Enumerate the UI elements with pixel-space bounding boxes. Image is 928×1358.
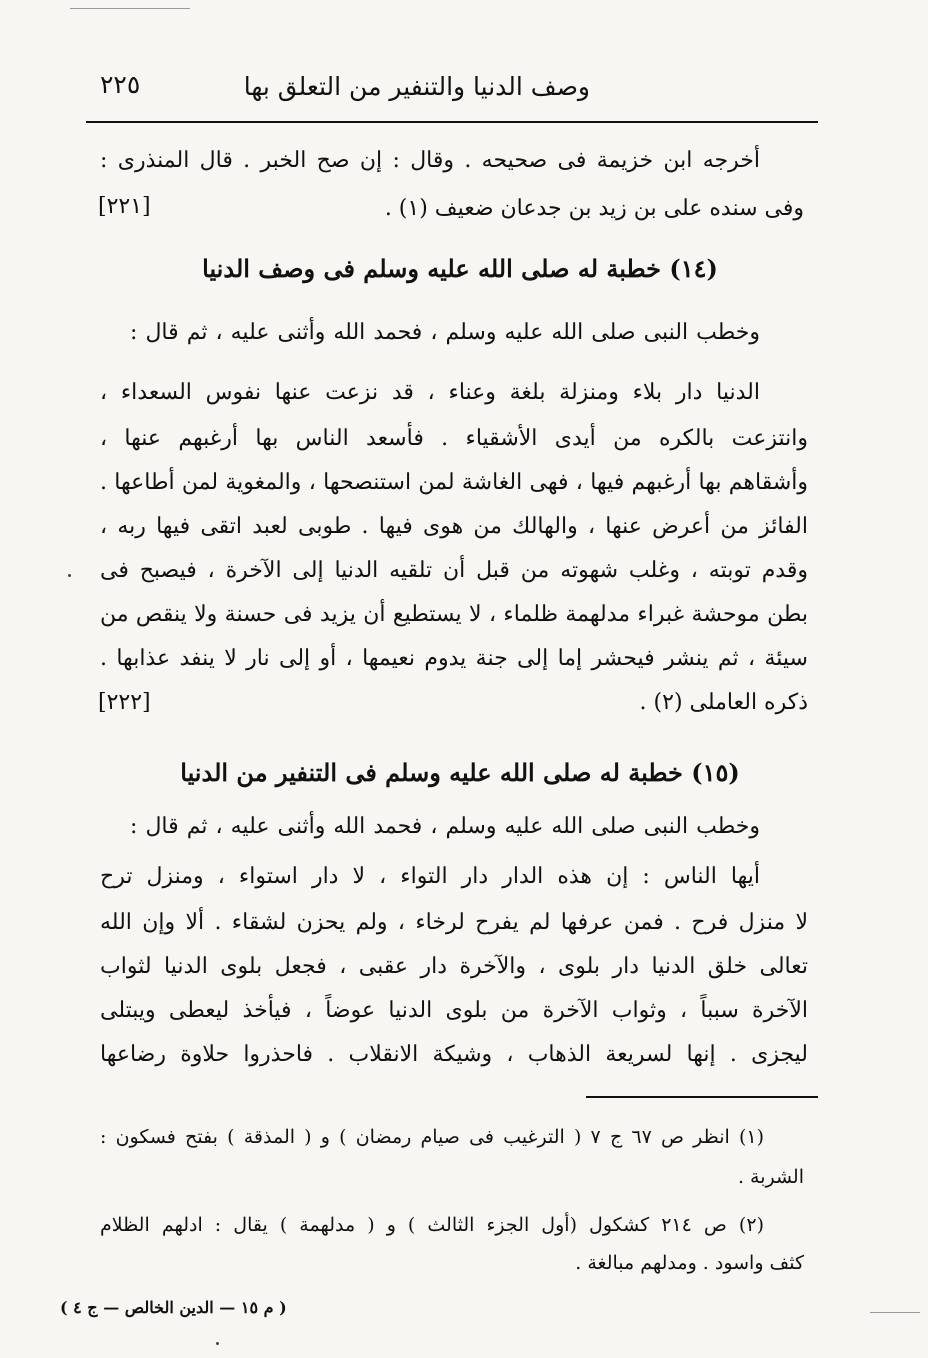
- body-line: الدنيا دار بلاء ومنزلة بلغة وعناء ، قد نزعت عنها نفوس السعداء ،: [100, 380, 760, 405]
- scan-speck: [216, 1342, 219, 1345]
- intro-line: وفى سنده على بن زيد بن جدعان ضعيف (١) .: [384, 196, 804, 221]
- body-line: ليجزى . إنها لسريعة الذهاب ، وشيكة الانقلاب . فاحذروا حلاوة رضاعها: [100, 1042, 808, 1067]
- intro-line: أخرجه ابن خزيمة فى صحيحه . وقال : إن صح الخبر . قال المنذرى :: [100, 148, 760, 173]
- footnote-line: (٢) ص ٢١٤ كشكول (أول الجزء الثالث ) و ( مدلهمة ) يقال : ادلهم الظلام: [100, 1214, 764, 1236]
- section-heading: (١٤) خطبة له صلى الله عليه وسلم فى وصف الدنيا: [202, 254, 718, 283]
- footnote-line: (١) انظر ص ٦٧ ج ٧ ( الترغيب فى صيام رمضان ) و ( المذقة ) بفتح فسكون :: [100, 1126, 765, 1148]
- body-line: الآخرة سبباً ، وثواب الآخرة من بلوى الدنيا عوضاً ، فيأخذ ليعطى ويبتلى: [100, 998, 808, 1023]
- page-number: ٢٢٥: [100, 70, 141, 99]
- scan-edge-mark: [870, 1312, 920, 1313]
- scan-edge-mark: [70, 8, 190, 9]
- footnote-rule: [586, 1096, 818, 1098]
- body-line: وانتزعت بالكره من أيدى الأشقياء . فأسعد الناس بها أرغبهم عنها ،: [100, 426, 808, 451]
- body-line: الفائز من أعرض عنها ، والهالك من هوى فيها . طوبى لعبد اتقى فيها ربه ،: [100, 514, 808, 539]
- running-title: وصف الدنيا والتنفير من التعلق بها: [243, 72, 590, 101]
- reference-number: [٢٢٢]: [98, 690, 151, 715]
- body-line: سيئة ، ثم ينشر فيحشر إما إلى جنة يدوم نعيمها ، أو إلى نار لا ينفد عذابها .: [100, 646, 808, 671]
- body-line: تعالى خلق الدنيا دار بلوى ، والآخرة دار عقبى ، فجعل بلوى الدنيا لثواب: [100, 954, 808, 979]
- body-line: وأشقاهم بها أرغبهم فيها ، فهى الغاشة لمن استنصحها ، والمغوية لمن أطاعها .: [100, 470, 808, 495]
- header-rule: [86, 121, 818, 123]
- opening-line: وخطب النبى صلى الله عليه وسلم ، فحمد الله وأثنى عليه ، ثم قال :: [130, 320, 760, 345]
- reference-number: [٢٢١]: [98, 194, 151, 219]
- footnote-line: كثف واسود . ومدلهم مبالغة .: [575, 1252, 804, 1274]
- section-heading: (١٥) خطبة له صلى الله عليه وسلم فى التنفير من الدنيا: [180, 758, 740, 787]
- signature-line: ( م ١٥ — الدين الخالص — ج ٤ ): [60, 1298, 287, 1317]
- scan-speck: [68, 574, 71, 577]
- body-line: وقدم توبته ، وغلب شهوته من قبل أن تلقيه الدنيا إلى الآخرة ، فيصبح فى: [100, 558, 808, 583]
- body-line: أيها الناس : إن هذه الدار دار التواء ، لا دار استواء ، ومنزل ترح: [100, 864, 760, 889]
- footnote-line: الشربة .: [737, 1166, 804, 1188]
- opening-line: وخطب النبى صلى الله عليه وسلم ، فحمد الله وأثنى عليه ، ثم قال :: [130, 814, 760, 839]
- body-line: بطن موحشة غبراء مدلهمة ظلماء ، لا يستطيع أن يزيد فى حسنة ولا ينقص من: [100, 602, 808, 627]
- body-line: لا منزل فرح . فمن عرفها لم يفرح لرخاء ، ولم يحزن لشقاء . ألا وإن الله: [100, 910, 808, 935]
- body-line: ذكره العاملى (٢) .: [639, 690, 808, 715]
